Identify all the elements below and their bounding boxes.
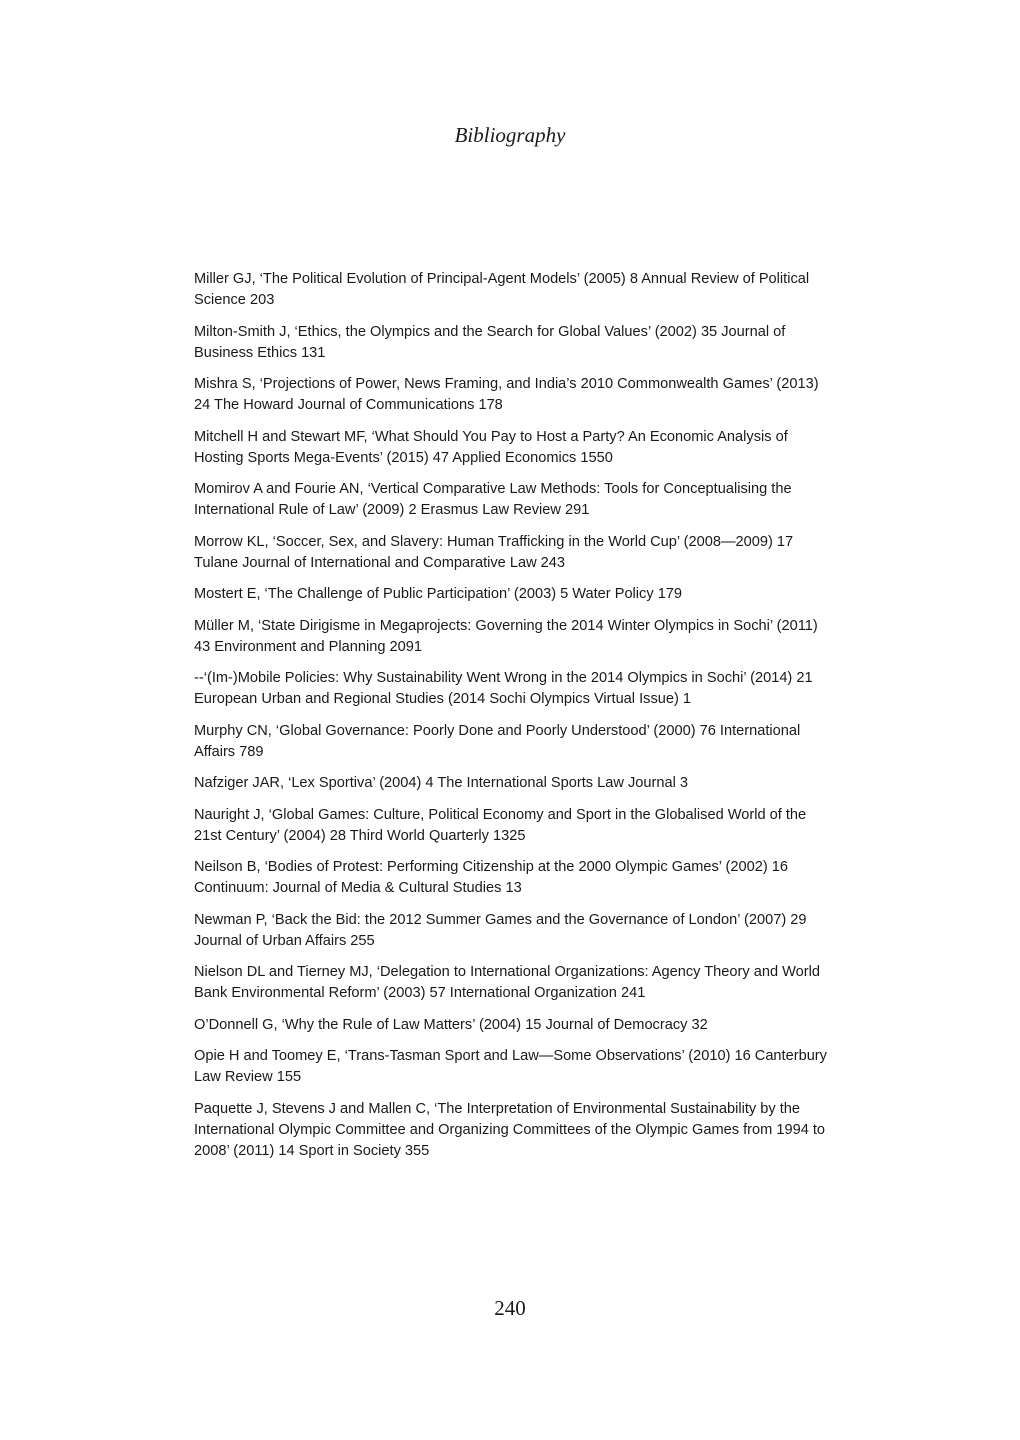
- bibliography-entry: Paquette J, Stevens J and Mallen C, ‘The Interpretation of Environmental Sustainability by the International Olympic Committee and Organizing Committees of the Olympic Games from 1994 to 2008’ (2011) 14 Sport in Society 355: [194, 1100, 826, 1159]
- running-header: Bibliography: [454, 123, 566, 147]
- bibliography-entry: Milton-Smith J, ‘Ethics, the Olympics and the Search for Global Values’ (2002) 35 Journal of Business Ethics 131: [194, 323, 786, 361]
- bibliography-entry: Nafziger JAR, ‘Lex Sportiva’ (2004) 4 The International Sports Law Journal 3: [194, 775, 689, 791]
- bibliography-entry: Newman P, ‘Back the Bid: the 2012 Summer Games and the Governance of London’ (2007) 29 Journal of Urban Affairs 255: [194, 911, 807, 949]
- bibliography-entry: Miller GJ, ‘The Political Evolution of Principal-Agent Models’ (2005) 8 Annual Review of Political Science 203: [194, 271, 810, 308]
- bibliography-list: [194, 269, 834, 1172]
- bibliography-entry: --‘(Im-)Mobile Policies: Why Sustainability Went Wrong in the 2014 Olympics in Sochi’ (2014) 21 European Urban and Regional Studies (2014 Sochi Olympics Virtual Issue) 1: [194, 670, 813, 707]
- bibliography-entry: Opie H and Toomey E, ‘Trans-Tasman Sport and Law—Some Observations’ (2010) 16 Canterbury Law Review 155: [194, 1048, 827, 1085]
- bibliography-entry: Mostert E, ‘The Challenge of Public Participation’ (2003) 5 Water Policy 179: [194, 586, 683, 602]
- bibliography-entry: Mitchell H and Stewart MF, ‘What Should You Pay to Host a Party? An Economic Analysis of Hosting Sports Mega-Events’ (2015) 47 Applied Economics 1550: [194, 428, 788, 466]
- bibliography-entry: Mishra S, ‘Projections of Power, News Framing, and India’s 2010 Commonwealth Games’ (2013) 24 The Howard Journal of Communications 178: [194, 376, 819, 413]
- bibliography-entry: O’Donnell G, ‘Why the Rule of Law Matters’ (2004) 15 Journal of Democracy 32: [194, 1016, 708, 1033]
- bibliography-entry: Neilson B, ‘Bodies of Protest: Performing Citizenship at the 2000 Olympic Games’ (2002) 16 Continuum: Journal of Media & Cultural Studies 13: [194, 859, 789, 896]
- bibliography-entry: Nielson DL and Tierney MJ, ‘Delegation to International Organizations: Agency Theory and World Bank Environmental Reform’ (2003) 57 International Organization 241: [194, 964, 820, 1001]
- bibliography-entry: Murphy CN, ‘Global Governance: Poorly Done and Poorly Understood’ (2000) 76 International Affairs 789: [194, 722, 801, 760]
- page-number: 240: [494, 1296, 526, 1320]
- bibliography-entry: Müller M, ‘State Dirigisme in Megaprojects: Governing the 2014 Winter Olympics in Sochi’ (2011) 43 Environment and Planning 2091: [194, 617, 818, 655]
- bibliography-entry: Morrow KL, ‘Soccer, Sex, and Slavery: Human Trafficking in the World Cup’ (2008—2009) 17 Tulane Journal of International and Comparative Law 243: [194, 533, 794, 571]
- bibliography-entry: Momirov A and Fourie AN, ‘Vertical Comparative Law Methods: Tools for Conceptualising the International Rule of Law’ (2009) 2 Erasmus Law Review 291: [194, 481, 792, 518]
- bibliography-entry: Nauright J, ‘Global Games: Culture, Political Economy and Sport in the Globalised World of the 21st Century’ (2004) 28 Third World Quarterly 1325: [194, 806, 807, 844]
